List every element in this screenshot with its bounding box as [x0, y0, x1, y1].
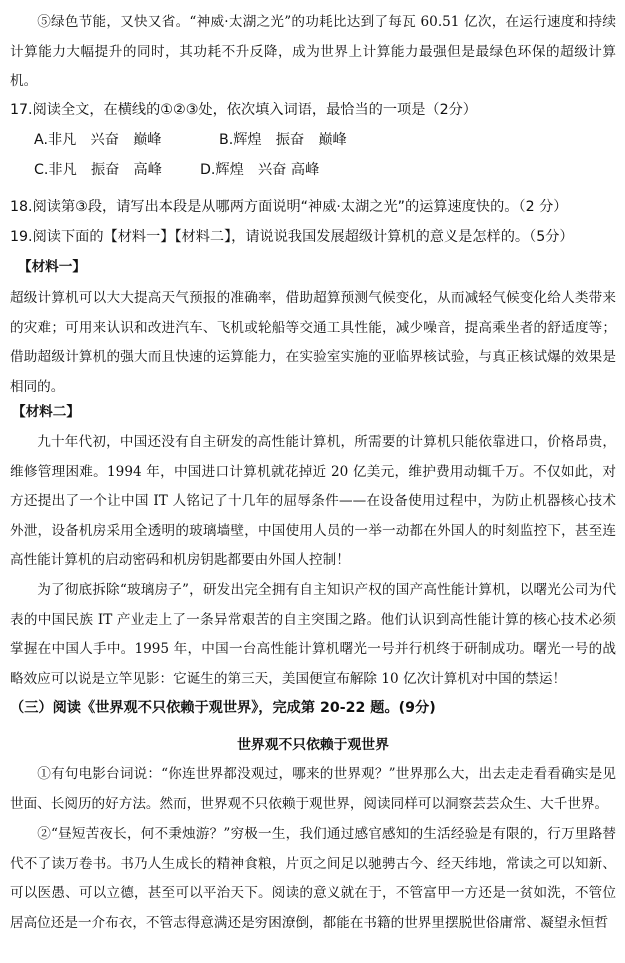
question-19: 19.阅读下面的【材料一】【材料二】，请说说我国发展超级计算机的意义是怎样的。（5分） [10, 229, 574, 245]
option-a: A.非凡 兴奋 巅峰 [34, 132, 162, 148]
question-18: 18.阅读第③段，请写出本段是从哪两方面说明“神威·太湖之光”的运算速度快的。（2 分） [10, 199, 568, 215]
material-2-paragraph-1: 九十年代初，中国还没有自主研发的高性能计算机，所需要的计算机只能依靠进口，价格昂贵，维修管理困难。1994 年，中国进口计算机就花掉近 20 亿美元，维护费用动辄千万。不仅如此，对方还提出了一个让中国 IT 人铭记了十几年的屈辱条件——在设备使用过程中，为防止机器核心技术外泄，设备机房采用全透明的玻璃墙壁，中国使用人员的一举一动都在外国人的时刻监控下，甚至连高性能计算机的启动密码和机房钥匙都要由外国人控制！ [10, 434, 616, 568]
article-paragraph-1: ①有句电影台词说：“你连世界都没观过，哪来的世界观？”世界那么大，出去走走看看确实是见世面、长阅历的好方法。然而，世界观不只依赖于观世界，阅读同样可以洞察芸芸众生、大千世界。 [10, 766, 616, 812]
option-d: D.辉煌 兴奋 高峰 [200, 162, 320, 178]
article-paragraph-2: ②“昼短苦夜长，何不秉烛游？”穷极一生，我们通过感官感知的生活经验是有限的，行万里路替代不了读万卷书。书乃人生成长的精神食粮，片页之间足以驰骋古今、经天纬地，常读之可以知新、可以医愚、可以立德，甚至可以平治天下。阅读的意义就在于，不管富甲一方还是一贫如洗，不管位居高位还是一介布衣，不管志得意满还是穷困潦倒，都能在书籍的世界里摆脱世俗庸常、凝望永恒哲 [10, 826, 616, 931]
option-c: C.非凡 振奋 高峰 [34, 162, 162, 178]
paragraph-5: ⑤绿色节能，又快又省。“神威·太湖之光”的功耗比达到了每瓦 60.51 亿次，在运行速度和持续计算能力大幅提升的同时，其功耗不升反降，成为世界上计算能力最强但是最绿色环保的超级计算机。 [10, 14, 616, 89]
material-1-text: 超级计算机可以大大提高天气预报的准确率，借助超算预测气候变化，从而减轻气候变化给人类带来的灾难；可用来认识和改进汽车、飞机或轮船等交通工具性能，减少噪音，提高乘坐者的舒适度等；借助超级计算机的强大而且快速的运算能力，在实验室实施的亚临界核试验，与真正核试爆的效果是相同的。 [10, 290, 616, 395]
article-title: 世界观不只依赖于观世界 [237, 737, 389, 753]
option-b: B.辉煌 振奋 巅峰 [219, 132, 347, 148]
material-2-title: 【材料二】 [12, 404, 80, 420]
material-1-title: 【材料一】 [18, 259, 86, 275]
question-17-stem: 17.阅读全文，在横线的①②③处，依次填入词语，最恰当的一项是（2分） [10, 102, 477, 118]
material-2-paragraph-2: 为了彻底拆除“玻璃房子”，研发出完全拥有自主知识产权的国产高性能计算机，以曙光公司为代表的中国民族 IT 产业走上了一条异常艰苦的自主突围之路。他们认识到高性能计算的核心技术必须掌握在中国人手中。1995 年，中国一台高性能计算机曙光一号并行机终于研制成功。曙光一号的战略效应可以说是立竿见影：它诞生的第三天，美国便宣布解除 10 亿次计算机对中国的禁运！ [10, 582, 616, 687]
section-3-heading: （三）阅读《世界观不只依赖于观世界》，完成第 20-22 题。(9分) [10, 700, 436, 716]
